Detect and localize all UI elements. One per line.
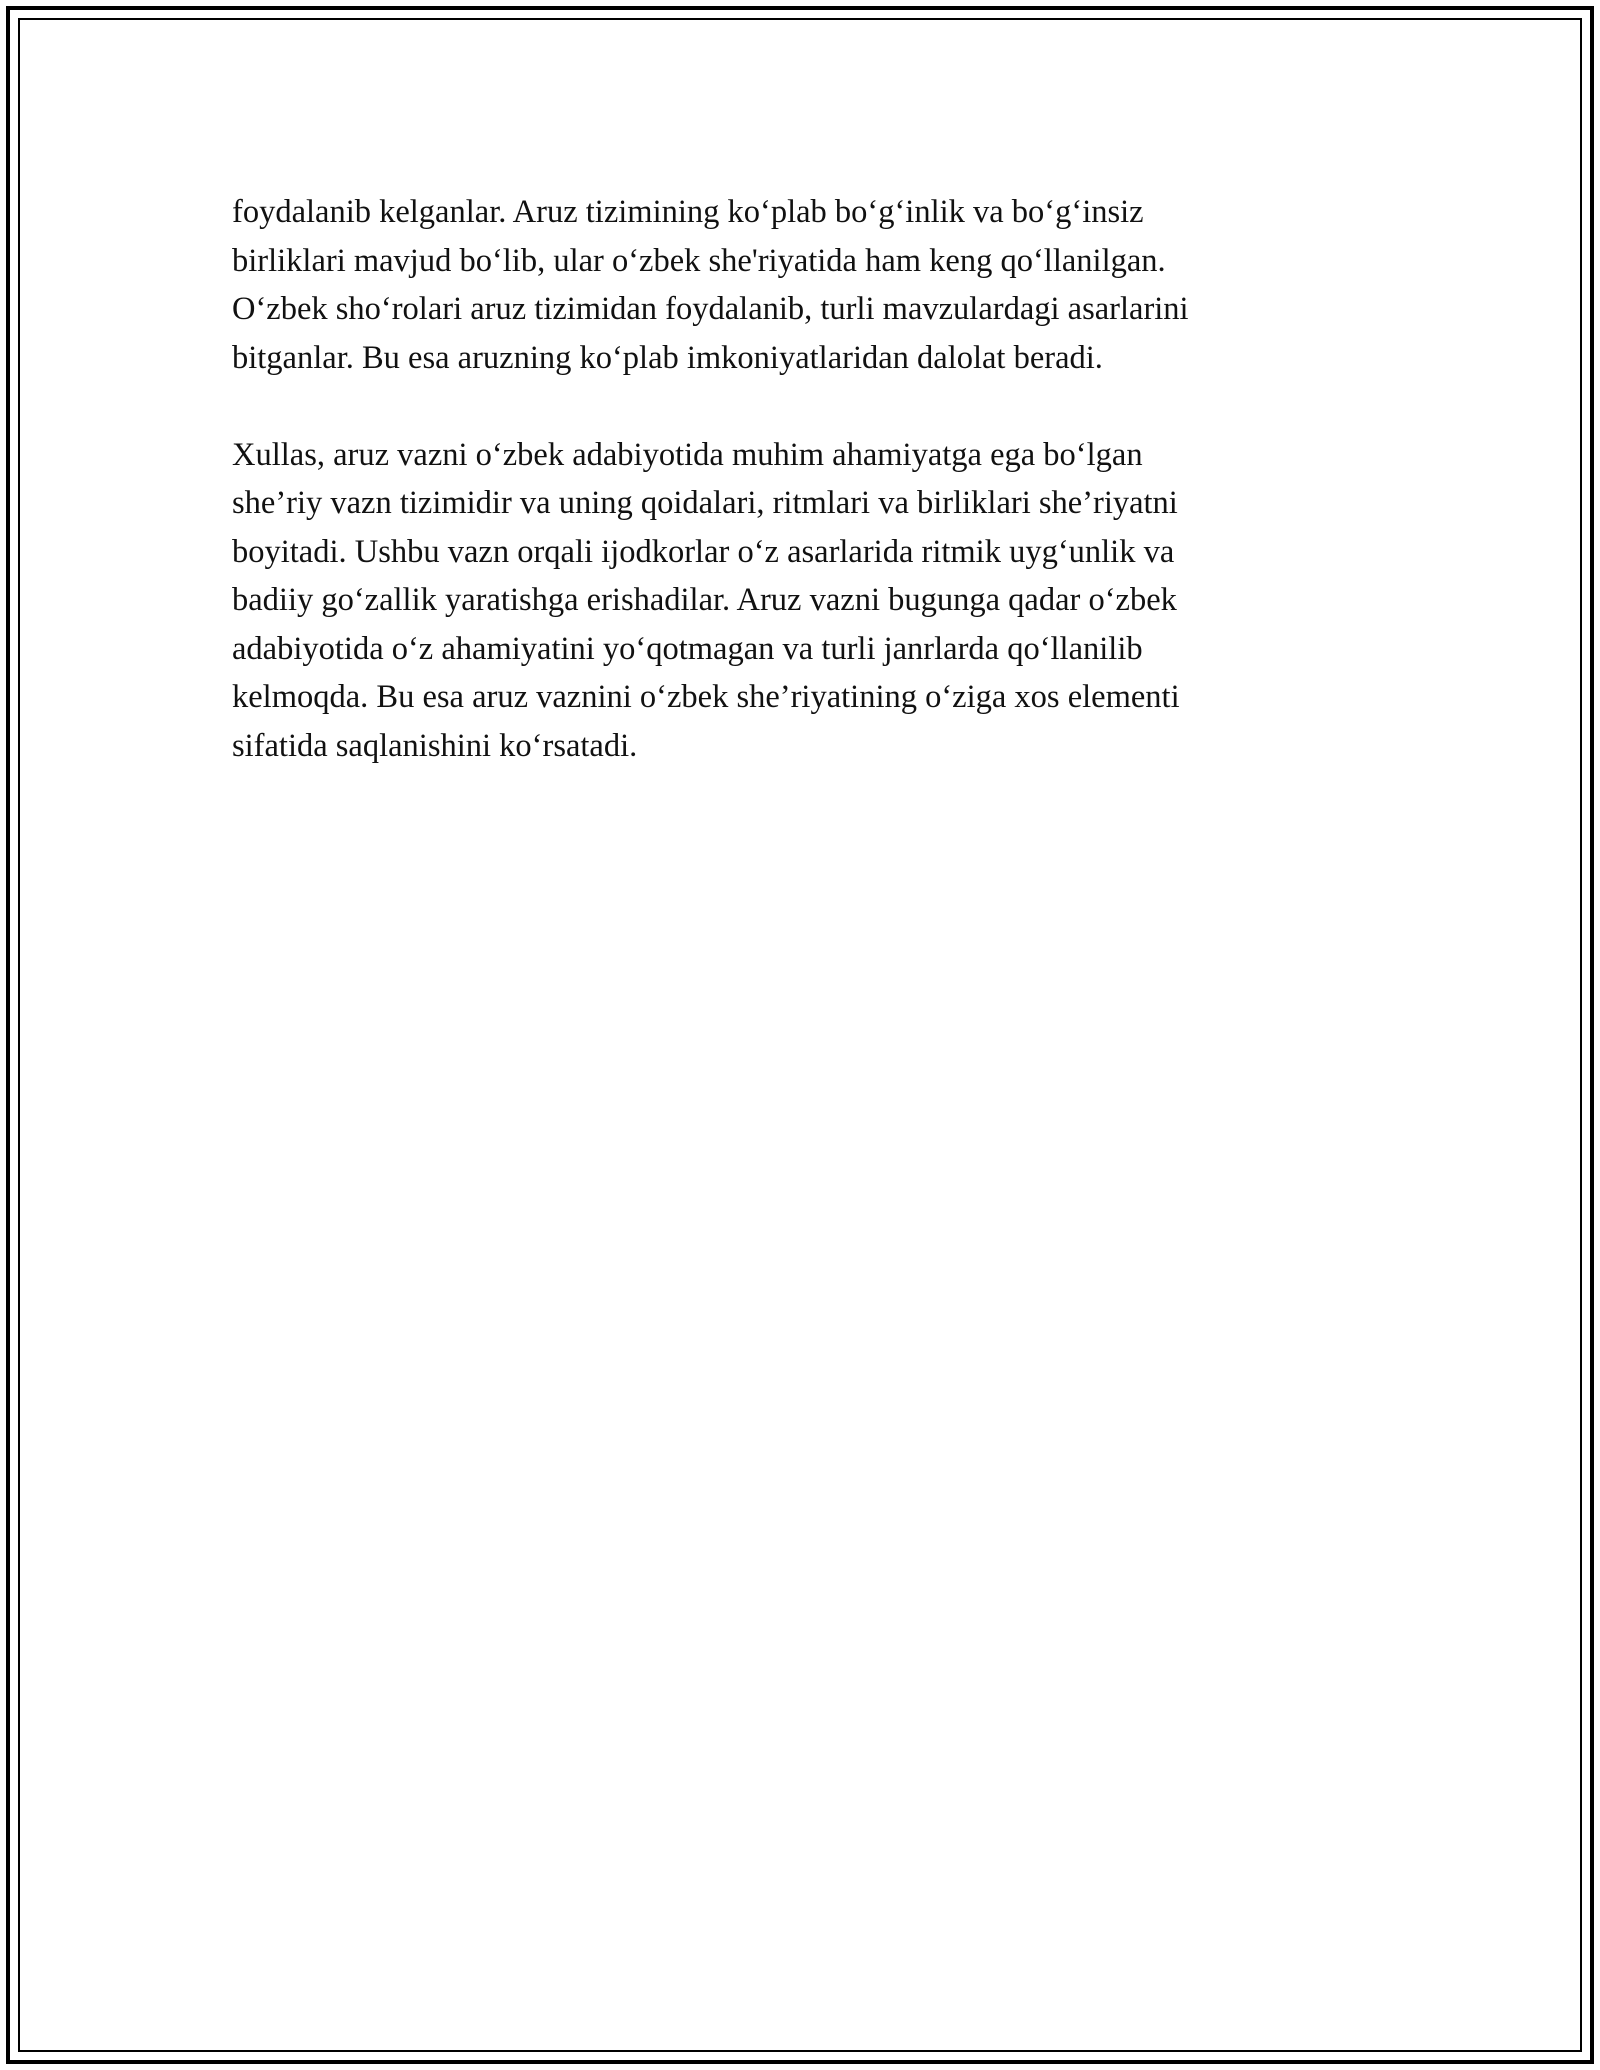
paragraph-line: boyitadi. Ushbu vazn orqali ijodkorlar o‘z asarlarida ritmik uyg‘unlik va bbox=[232, 533, 1175, 570]
paragraph-line: O‘zbek sho‘rolari aruz tizimidan foydalanib, turli mavzulardagi asarlarini bbox=[232, 291, 1189, 327]
paragraph-line: badiiy go‘zallik yaratishga erishadilar. Aruz vazni bugunga qadar o‘zbek bbox=[232, 582, 1177, 618]
paragraph-line: sifatida saqlanishini ko‘rsatadi. bbox=[232, 727, 638, 764]
paragraph-line: foydalanib kelganlar. Aruz tizimining ko‘plab bo‘g‘inlik va bo‘g‘insiz bbox=[232, 194, 1144, 230]
paragraph-line: birliklari mavjud bo‘lib, ular o‘zbek she'riyatida ham keng qo‘llanilgan. bbox=[232, 242, 1166, 279]
paragraph-line: she’riy vazn tizimidir va uning qoidalari, ritmlari va birliklari she’riyatni bbox=[232, 485, 1178, 521]
paragraph-line: Xullas, aruz vazni o‘zbek adabiyotida muhim ahamiyatga ega bo‘lgan bbox=[232, 436, 1143, 473]
paragraph-line: bitganlar. Bu esa aruzning ko‘plab imkoniyatlaridan dalolat beradi. bbox=[232, 339, 1103, 376]
paragraph-2 bbox=[232, 431, 1382, 771]
paragraph-1 bbox=[232, 188, 1382, 382]
document-body bbox=[232, 188, 1382, 819]
page-border-outer bbox=[6, 6, 1594, 2064]
paragraph-line: adabiyotida o‘z ahamiyatini yo‘qotmagan va turli janrlarda qo‘llanilib bbox=[232, 630, 1143, 667]
paragraph-line: kelmoqda. Bu esa aruz vaznini o‘zbek she’riyatining o‘ziga xos elementi bbox=[232, 679, 1180, 715]
